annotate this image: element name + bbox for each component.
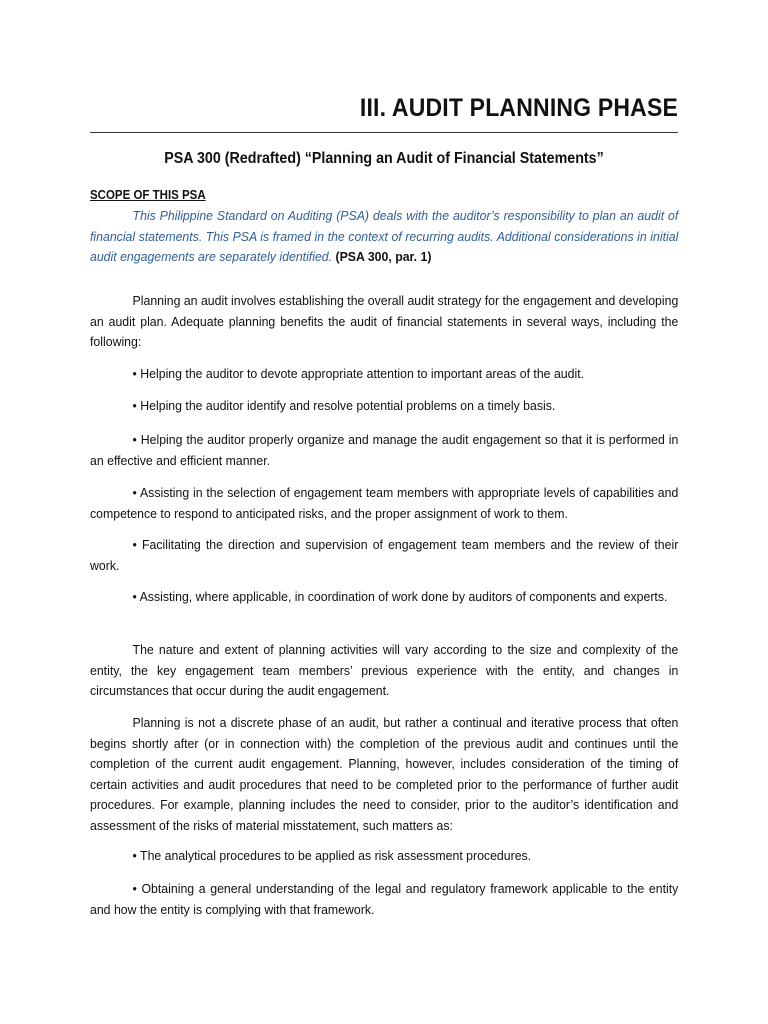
benefit-item: • Assisting in the selection of engagement team members with appropriate levels of capabilities and competence to respond to anticipated risks, and the proper assignment of work to them. [90,485,679,521]
benefit-item: • Helping the auditor properly organize and manage the audit engagement so that it is performed in an effective and efficient manner. [90,432,679,468]
psa-heading: PSA 300 (Redrafted) “Planning an Audit of Financial Statements” [164,150,604,167]
nature-paragraph: The nature and extent of planning activities will vary according to the size and complexity of the entity, the key engagement team members’ previous experience with the entity, and changes in circumstances that occur during the audit engagement. [90,642,679,698]
matter-item: • The analytical procedures to be applied as risk assessment procedures. [132,848,532,863]
scope-citation: (PSA 300, par. 1) [335,249,432,264]
matter-item: • Obtaining a general understanding of the legal and regulatory framework applicable to the entity and how the entity is complying with that framework. [90,881,679,917]
benefit-item: • Facilitating the direction and supervision of engagement team members and the review of their work. [90,537,679,573]
scope-paragraph [90,206,678,268]
continual-paragraph: Planning is not a discrete phase of an audit, but rather a continual and iterative process that often begins shortly after (or in connection with) the completion of the previous audit and continues until the completion of the current audit engagement. Planning, however, includes consideration of the timing of certain activities and audit procedures that need to be completed prior to the performance of further audit procedures. For example, planning includes the need to consider, prior to the auditor’s identification and assessment of the risks of material misstatement, such matters as: [90,715,679,833]
benefit-item: • Helping the auditor to devote appropriate attention to important areas of the audit. [132,366,585,381]
title-divider [90,132,678,133]
planning-intro-paragraph: Planning an audit involves establishing the overall audit strategy for the engagement and developing an audit plan. Adequate planning benefits the audit of financial statements in several ways, including the following: [90,293,679,349]
benefit-item: • Helping the auditor identify and resolve potential problems on a timely basis. [132,398,556,413]
benefit-item: • Assisting, where applicable, in coordination of work done by auditors of components and experts. [132,589,668,604]
scope-heading: SCOPE OF THIS PSA [90,188,206,202]
chapter-title: III. AUDIT PLANNING PHASE [359,94,678,122]
scope-text: This Philippine Standard on Auditing (PSA) deals with the auditor’s responsibility to plan an audit of financial statements. This PSA is framed in the context of recurring audits. Additional considerations in initial audit engagements are separately identified. [90,208,679,264]
